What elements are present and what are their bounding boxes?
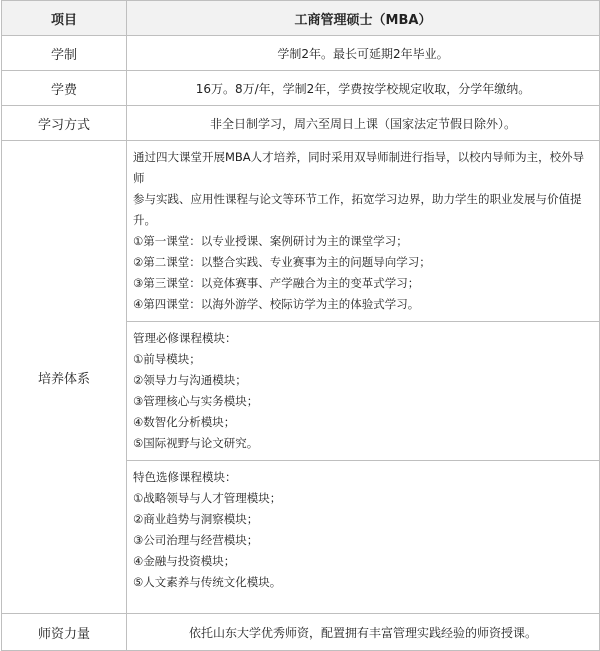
list-item: ⑤国际视野与论文研究。 <box>133 436 259 450</box>
list-item: ④第四课堂：以海外游学、校际访学为主的体验式学习。 <box>133 297 420 311</box>
list-item: ③管理核心与实务模块； <box>133 394 259 408</box>
row-label-tuition: 学费 <box>2 71 127 106</box>
list-item: ①第一课堂：以专业授课、案例研讨为主的课堂学习； <box>133 234 408 248</box>
row-label-faculty: 师资力量 <box>2 614 127 651</box>
list-item: ②领导力与沟通模块； <box>133 373 247 387</box>
list-item: ③第三课堂：以竞体赛事、产学融合为主的变革式学习； <box>133 276 420 290</box>
row-label-duration: 学制 <box>2 36 127 71</box>
text-line: 参与实践、应用性课程与论文等环节工作，拓宽学习边界，助力学生的职业发展与价值提 <box>133 192 582 206</box>
required-courses-block <box>127 322 600 461</box>
block-heading: 管理必修课程模块： <box>133 331 237 345</box>
text-line: 升。 <box>133 213 156 227</box>
list-item: ④金融与投资模块； <box>133 554 236 568</box>
training-classrooms-block <box>127 141 600 322</box>
table-row <box>2 71 600 106</box>
header-program-title: 工商管理硕士（MBA） <box>127 1 600 36</box>
list-item: ⑤人文素养与传统文化模块。 <box>133 575 282 589</box>
list-item: ②第二课堂：以整合实践、专业赛事为主的问题导向学习； <box>133 255 431 269</box>
block-heading: 特色选修课程模块： <box>133 470 237 484</box>
row-label-training-system: 培养体系 <box>2 141 127 614</box>
list-item: ③公司治理与经营模块； <box>133 533 259 547</box>
text-line: 通过四大课堂开展MBA人才培养，同时采用双导师制进行指导，以校内导师为主，校外导师 <box>133 150 585 185</box>
list-item: ④数智化分析模块； <box>133 415 236 429</box>
table-row <box>2 614 600 651</box>
row-value-duration: 学制2年。最长可延期2年毕业。 <box>127 36 600 71</box>
table-row <box>2 141 600 322</box>
list-item: ②商业趋势与洞察模块； <box>133 512 259 526</box>
list-item: ①前导模块； <box>133 352 201 366</box>
row-value-tuition: 16万。8万/年，学制2年，学费按学校规定收取，分学年缴纳。 <box>127 71 600 106</box>
table-header-row <box>2 1 600 36</box>
row-value-study-mode: 非全日制学习，周六至周日上课（国家法定节假日除外）。 <box>127 106 600 141</box>
header-item: 项目 <box>2 1 127 36</box>
program-table <box>1 0 600 651</box>
table-row <box>2 106 600 141</box>
list-item: ①战略领导与人才管理模块； <box>133 491 282 505</box>
table-row <box>2 36 600 71</box>
row-value-faculty: 依托山东大学优秀师资，配置拥有丰富管理实践经验的师资授课。 <box>127 614 600 651</box>
row-label-study-mode: 学习方式 <box>2 106 127 141</box>
